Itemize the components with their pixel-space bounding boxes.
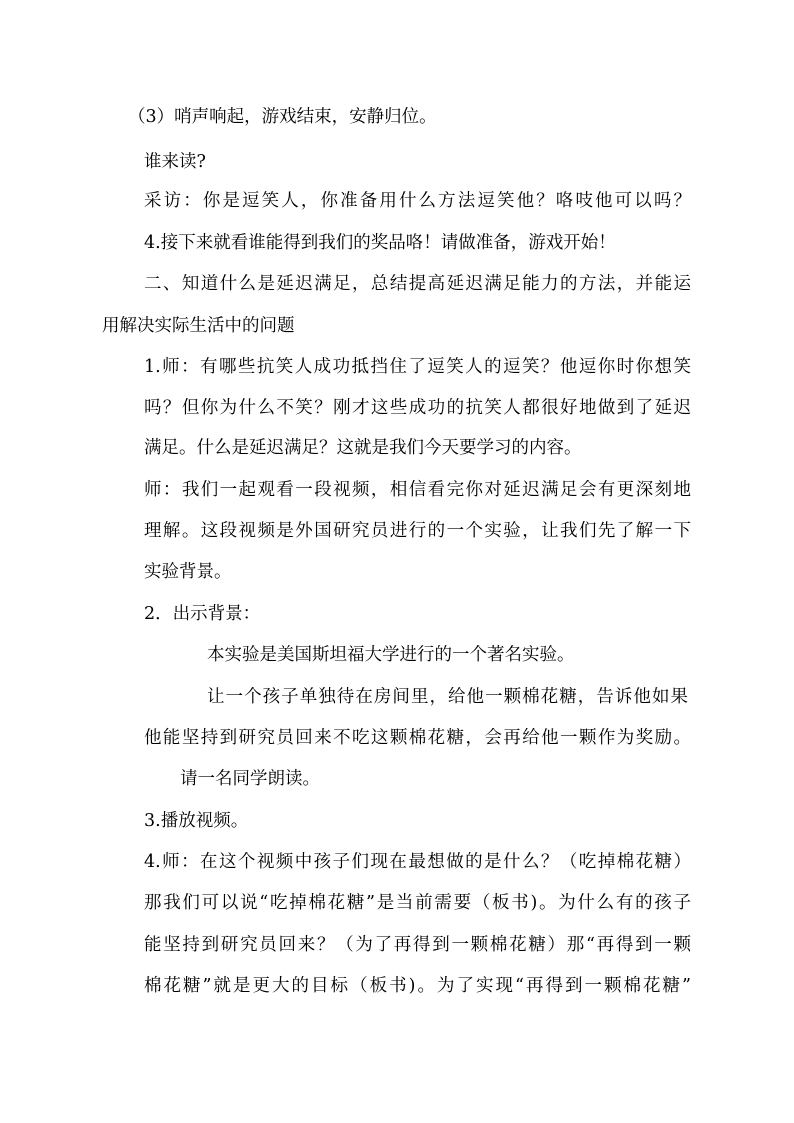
text-line-19: 4.师：在这个视频中孩子们现在最想做的是什么？（吃掉棉花糖） <box>144 852 691 872</box>
text-line-7: 1.师：有哪些抗笑人成功抵挡住了逗笑人的逗笑？他逗你时你想笑 <box>144 357 691 377</box>
text-line-1: （3）哨声响起，游戏结束，安静归位。 <box>128 107 437 127</box>
text-line-3: 采访：你是逗笑人，你准备用什么方法逗笑他？咯吱他可以吗？ <box>144 191 691 211</box>
text-line-10: 师：我们一起观看一段视频，相信看完你对延迟满足会有更深刻地 <box>144 480 691 500</box>
text-line-12: 实验背景。 <box>144 562 232 582</box>
text-line-22: 棉花糖”就是更大的目标（板书)。为了实现“再得到一颗棉花糖” <box>144 976 691 996</box>
text-line-8: 吗？但你为什么不笑？刚才这些成功的抗笑人都很好地做到了延迟 <box>144 398 691 418</box>
text-line-21: 能坚持到研究员回来？（为了再得到一颗棉花糖）那“再得到一颗 <box>144 935 691 955</box>
text-line-14: 本实验是美国斯坦福大学进行的一个著名实验。 <box>207 645 575 665</box>
text-line-18: 3.播放视频。 <box>144 811 249 831</box>
text-line-9: 满足。什么是延迟满足？这就是我们今天要学习的内容。 <box>144 438 582 458</box>
text-line-20: 那我们可以说“吃掉棉花糖”是当前需要（板书)。为什么有的孩子 <box>144 893 691 913</box>
text-line-15: 让一个孩子单独待在房间里，给他一颗棉花糖，告诉他如果 <box>207 687 688 707</box>
text-line-17: 请一名同学朗读。 <box>180 769 320 789</box>
text-line-2: 谁来读? <box>144 152 206 172</box>
text-line-13: 2．出示背景： <box>144 604 261 624</box>
text-line-16: 他能坚持到研究员回来不吃这颗棉花糖，会再给他一颗作为奖励。 <box>144 728 691 748</box>
text-line-11: 理解。这段视频是外国研究员进行的一个实验，让我们先了解一下 <box>144 521 691 541</box>
text-line-5: 二、知道什么是延迟满足，总结提高延迟满足能力的方法，并能运 <box>144 274 691 294</box>
text-line-4: 4.接下来就看谁能得到我们的奖品咯！请做准备，游戏开始！ <box>144 233 616 253</box>
text-line-6: 用解决实际生活中的问题 <box>102 316 295 336</box>
